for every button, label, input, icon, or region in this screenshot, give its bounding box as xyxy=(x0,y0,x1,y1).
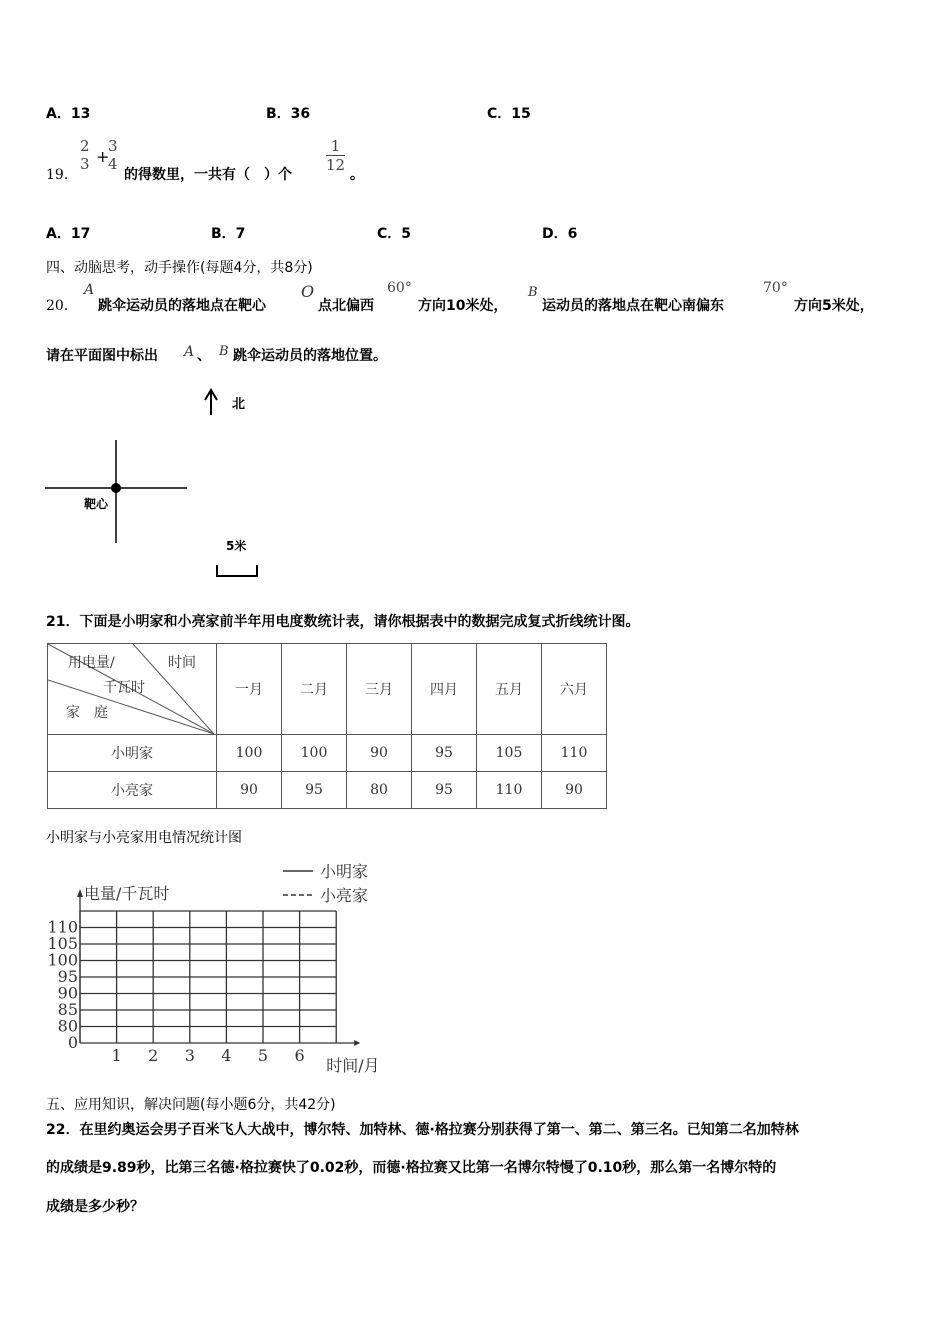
scale-bar xyxy=(217,565,257,576)
value-cell: 95 xyxy=(282,772,347,809)
x-tick-label: 3 xyxy=(184,1046,195,1065)
y-tick-label: 80 xyxy=(57,1016,78,1036)
line-chart-grid xyxy=(0,850,420,1080)
x-tick-label: 5 xyxy=(257,1046,269,1065)
denominator: 12 xyxy=(326,156,346,174)
legend-label: 小明家 xyxy=(320,862,369,881)
x-axis-label: 时间/月 xyxy=(326,1056,380,1075)
target-center-label: 靶心 xyxy=(84,497,109,511)
q19-option-c: C．5 xyxy=(377,226,412,242)
y-tick-label: 105 xyxy=(47,934,78,953)
y-tick-label: 85 xyxy=(57,1000,78,1019)
month-header: 四月 xyxy=(412,644,477,735)
y-axis-label: 电量/千瓦时 xyxy=(84,884,170,903)
q21-text: 21．下面是小明家和小亮家前半年用电度数统计表，请你根据表中的数据完成复式折线统计图。 xyxy=(46,614,640,630)
q20-line2-a: 请在平面图中标出 xyxy=(46,348,158,364)
scale-label: 5米 xyxy=(226,539,247,553)
header-unit: 千瓦时 xyxy=(103,680,145,696)
fraction-2-3 xyxy=(80,137,90,173)
y-tick-label: 95 xyxy=(57,967,78,986)
x-axis-arrow-icon xyxy=(354,1040,360,1046)
north-arrow-icon xyxy=(205,390,217,415)
chart-title: 小明家与小亮家用电情况统计图 xyxy=(46,830,242,846)
q20-text-4: 运动员的落地点在靶心南偏东 xyxy=(542,298,724,314)
q19-option-a: A．17 xyxy=(46,226,91,242)
month-header: 三月 xyxy=(347,644,412,735)
north-label: 北 xyxy=(232,397,246,412)
numerator: 2 xyxy=(80,137,90,155)
family-name: 小明家 xyxy=(48,735,217,772)
target-diagram xyxy=(0,380,300,590)
denominator: 4 xyxy=(108,155,118,173)
x-tick-label: 6 xyxy=(294,1046,305,1065)
q18-option-b: B．36 xyxy=(266,106,311,122)
q20-text-5: 方向5米处， xyxy=(794,298,874,314)
x-tick-label: 1 xyxy=(111,1046,122,1065)
target-center-dot xyxy=(111,483,121,493)
q19-number: 19． xyxy=(46,167,78,183)
var-b: B xyxy=(528,285,538,300)
header-time: 时间 xyxy=(168,655,196,671)
value-cell: 90 xyxy=(542,772,607,809)
electricity-table xyxy=(47,643,607,809)
numerator: 3 xyxy=(108,137,118,155)
var-a: A xyxy=(84,282,95,298)
table-row xyxy=(48,772,607,809)
fraction-1-12 xyxy=(326,137,345,174)
value-cell: 110 xyxy=(477,772,542,809)
q22-line-3: 成绩是多少秒？ xyxy=(46,1199,144,1215)
y-tick-label: 100 xyxy=(47,950,78,970)
q18-option-c: C．15 xyxy=(487,106,531,122)
q22-line-2: 的成绩是9.89秒，比第三名德·格拉赛快了0.02秒，而德·格拉赛又比第一名博尔特慢了0.10秒，那么第一名博尔特的 xyxy=(46,1160,777,1176)
section-5-heading: 五、应用知识，解决问题(每小题6分，共42分) xyxy=(46,1097,336,1113)
y-axis-arrow-icon xyxy=(77,889,83,897)
month-header: 六月 xyxy=(542,644,607,735)
fraction-3-4 xyxy=(108,137,118,173)
value-cell: 95 xyxy=(412,735,477,772)
angle-60: 60° xyxy=(387,280,412,296)
q20-number: 20． xyxy=(46,298,78,314)
numerator: 1 xyxy=(330,137,341,155)
header-family: 家 庭 xyxy=(66,705,108,721)
value-cell: 90 xyxy=(347,735,412,772)
y-tick-label: 0 xyxy=(67,1033,78,1052)
legend-label: 小亮家 xyxy=(320,886,369,905)
q20-line2-b: 跳伞运动员的落地位置。 xyxy=(233,348,387,364)
month-header: 一月 xyxy=(217,644,282,735)
var-a-2: A xyxy=(184,344,195,360)
value-cell: 110 xyxy=(542,735,607,772)
separator: 、 xyxy=(197,348,211,364)
header-diagonal-cell xyxy=(48,644,217,735)
value-cell: 100 xyxy=(282,735,347,772)
value-cell: 100 xyxy=(217,735,282,772)
q20-text-2: 点北偏西 xyxy=(318,298,374,314)
table-row xyxy=(48,735,607,772)
angle-70: 70° xyxy=(763,280,788,296)
value-cell: 95 xyxy=(412,772,477,809)
section-4-heading: 四、动脑思考，动手操作(每题4分，共8分) xyxy=(46,260,313,276)
q19-option-d: D．6 xyxy=(542,226,578,242)
q19-option-b: B．7 xyxy=(211,226,246,242)
x-tick-label: 2 xyxy=(148,1046,159,1065)
value-cell: 105 xyxy=(477,735,542,772)
denominator: 3 xyxy=(80,155,90,173)
q22-line-1: 22．在里约奥运会男子百米飞人大战中，博尔特、加特林、德·格拉赛分别获得了第一、第二、第三名。已知第二名加特林 xyxy=(46,1122,799,1138)
y-tick-label: 90 xyxy=(57,983,78,1003)
var-o: O xyxy=(301,282,315,301)
y-tick-label: 110 xyxy=(47,917,78,937)
q20-text-3: 方向10米处， xyxy=(418,298,508,314)
header-usage: 用电量/ xyxy=(68,655,115,671)
q19-text: 的得数里，一共有（ ）个 xyxy=(124,167,292,183)
plus-sign: + xyxy=(96,147,110,166)
month-header: 二月 xyxy=(282,644,347,735)
value-cell: 90 xyxy=(217,772,282,809)
q20-text-1: 跳伞运动员的落地点在靶心 xyxy=(98,298,266,314)
x-tick-label: 4 xyxy=(221,1046,232,1065)
value-cell: 80 xyxy=(347,772,412,809)
month-header: 五月 xyxy=(477,644,542,735)
family-name: 小亮家 xyxy=(48,772,217,809)
q19-end: 。 xyxy=(350,167,364,183)
q18-option-a: A．13 xyxy=(46,106,91,122)
var-b-2: B xyxy=(219,344,229,359)
